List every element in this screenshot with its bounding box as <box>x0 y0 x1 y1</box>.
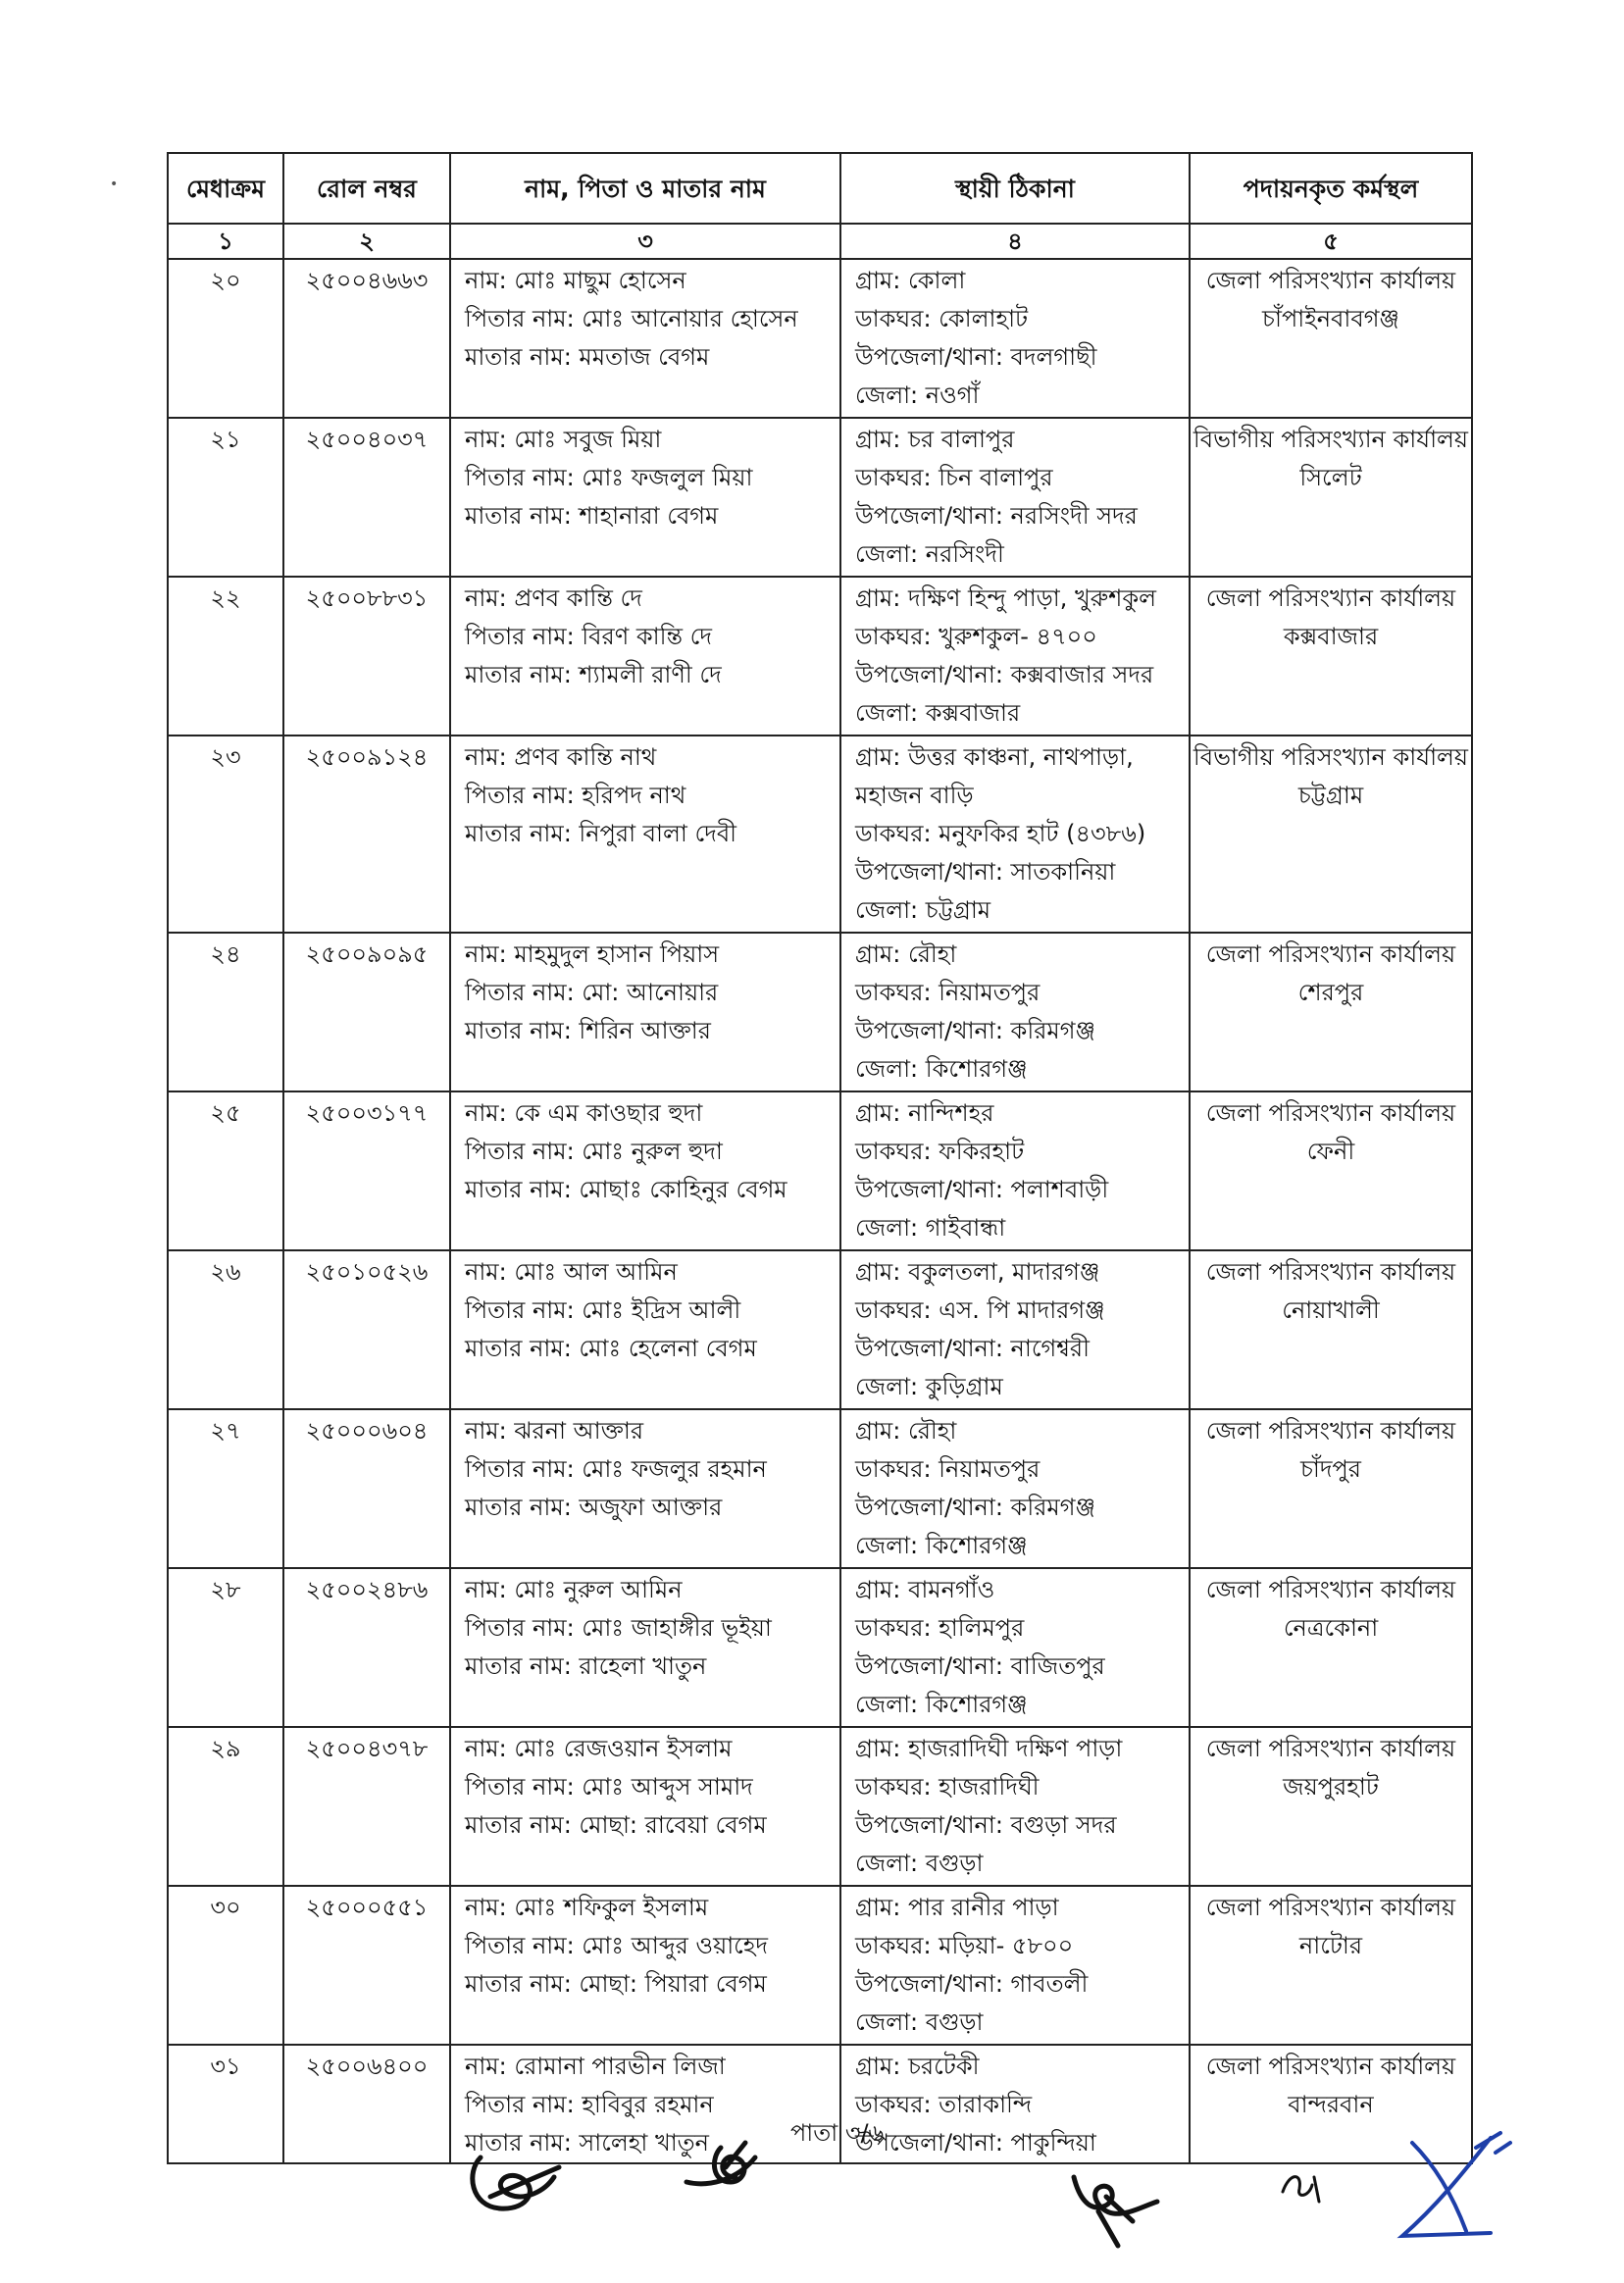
posting-location: চট্টগ্রাম <box>1297 782 1364 809</box>
address-line: ডাকঘর: হাজরাদিঘী <box>855 1773 1040 1801</box>
father-name: পিতার নাম: মোঃ নুরুল হুদা <box>465 1138 723 1165</box>
address-cell <box>840 418 1190 577</box>
roll-cell: ২৫০০০৫৫১ <box>283 1886 450 2045</box>
address-line: জেলা: বগুড়া <box>855 1850 984 1877</box>
column-number: ৩ <box>450 224 840 259</box>
posting-office: জেলা পরিসংখ্যান কার্যালয় <box>1205 940 1456 968</box>
posting-office: জেলা পরিসংখ্যান কার্যালয় <box>1205 1099 1456 1127</box>
candidate-name: নাম: রোমানা পারভীন লিজা <box>465 2053 726 2080</box>
name-cell <box>450 736 840 933</box>
address-line: গ্রাম: বকুলতলা, মাদারগঞ্জ <box>855 1258 1100 1286</box>
roll-cell: ২৫০০৪৬৬৩ <box>283 259 450 418</box>
address-line: গ্রাম: চর বালাপুর <box>855 426 1015 453</box>
roll-cell: ২৫০০০৬০৪ <box>283 1409 450 1568</box>
serial-cell: ২০ <box>168 259 283 418</box>
posting-office: জেলা পরিসংখ্যান কার্যালয় <box>1205 1735 1456 1762</box>
roll-cell: ২৫০০৮৮৩১ <box>283 577 450 736</box>
serial-cell: ২১ <box>168 418 283 577</box>
posting-location: সিলেট <box>1299 464 1362 491</box>
address-cell <box>840 1727 1190 1886</box>
address-line: উপজেলা/থানা: নরসিংদী সদর <box>855 502 1138 530</box>
candidate-name: নাম: মোঃ রেজওয়ান ইসলাম <box>465 1735 733 1762</box>
address-cell <box>840 1886 1190 2045</box>
address-line: গ্রাম: নান্দিশহর <box>855 1099 994 1127</box>
signature-mark-2 <box>677 2128 785 2207</box>
serial-cell: ২৩ <box>168 736 283 933</box>
posting-office: জেলা পরিসংখ্যান কার্যালয় <box>1205 1894 1456 1921</box>
address-line: উপজেলা/থানা: পলাশবাড়ী <box>855 1176 1109 1203</box>
address-line: ডাকঘর: এস. পি মাদারগঞ্জ <box>855 1296 1105 1324</box>
address-line: গ্রাম: চরটেকী <box>855 2053 980 2080</box>
table-row <box>168 1886 1472 2045</box>
posting-cell <box>1190 1409 1472 1568</box>
serial-cell: ৩০ <box>168 1886 283 2045</box>
roll-cell: ২৫০০৬৪০০ <box>283 2045 450 2163</box>
page-number: পাতা ৩/৬ <box>790 2119 885 2147</box>
column-number-row <box>168 224 1472 259</box>
roll-cell: ২৫০০৯১২৪ <box>283 736 450 933</box>
address-line: উপজেলা/থানা: কক্সবাজার সদর <box>855 661 1154 688</box>
mother-name: মাতার নাম: সালেহা খাতুন <box>465 2129 710 2156</box>
address-line: জেলা: কক্সবাজার <box>855 699 1021 727</box>
address-line: ডাকঘর: তারাকান্দি <box>855 2091 1033 2118</box>
address-line: ডাকঘর: হালিমপুর <box>855 1614 1025 1642</box>
address-cell <box>840 1568 1190 1727</box>
posting-office: জেলা পরিসংখ্যান কার্যালয় <box>1205 1258 1456 1286</box>
father-name: পিতার নাম: মোঃ আনোয়ার হোসেন <box>465 305 798 332</box>
mother-name: মাতার নাম: নিপুরা বালা দেবী <box>465 820 737 847</box>
posting-cell <box>1190 1727 1472 1886</box>
posting-location: চাঁদপুর <box>1299 1455 1361 1483</box>
serial-cell: ২২ <box>168 577 283 736</box>
posting-cell <box>1190 418 1472 577</box>
address-line: জেলা: গাইবান্ধা <box>855 1214 1006 1242</box>
address-line: উপজেলা/থানা: করিমগঞ্জ <box>855 1494 1095 1521</box>
table-row <box>168 259 1472 418</box>
address-line: জেলা: কুড়িগ্রাম <box>855 1373 1003 1400</box>
name-cell <box>450 1250 840 1409</box>
father-name: পিতার নাম: মোঃ ইদ্রিস আলী <box>465 1296 741 1324</box>
address-line: উপজেলা/থানা: বাজিতপুর <box>855 1652 1105 1680</box>
posting-location: কক্সবাজার <box>1283 623 1379 650</box>
column-number: ৪ <box>840 224 1190 259</box>
father-name: পিতার নাম: বিরণ কান্তি দে <box>465 623 712 650</box>
address-line: উপজেলা/থানা: পাকুন্দিয়া <box>855 2129 1096 2156</box>
father-name: পিতার নাম: মোঃ ফজলুর রহমান <box>465 1455 767 1483</box>
posting-location: চাঁপাইনবাবগঞ্জ <box>1262 305 1399 332</box>
address-line: জেলা: নওগাঁ <box>855 381 980 409</box>
candidate-name: নাম: ঝরনা আক্তার <box>465 1417 644 1445</box>
posting-cell <box>1190 1568 1472 1727</box>
address-line: গ্রাম: কোলা <box>855 267 966 294</box>
name-cell <box>450 1409 840 1568</box>
posting-cell <box>1190 1886 1472 2045</box>
address-line: উপজেলা/থানা: করিমগঞ্জ <box>855 1017 1095 1044</box>
address-line: ডাকঘর: খুরুশকুল- ৪৭০০ <box>855 623 1097 650</box>
posting-cell <box>1190 933 1472 1091</box>
serial-cell: ৩১ <box>168 2045 283 2163</box>
posting-office: জেলা পরিসংখ্যান কার্যালয় <box>1205 1417 1456 1445</box>
column-number: ৫ <box>1190 224 1472 259</box>
name-cell <box>450 577 840 736</box>
serial-cell: ২৯ <box>168 1727 283 1886</box>
candidate-name: নাম: মোঃ শফিকুল ইসলাম <box>465 1894 709 1921</box>
header-name: নাম, পিতা ও মাতার নাম <box>450 153 840 224</box>
roll-cell: ২৫০০৩১৭৭ <box>283 1091 450 1250</box>
column-number: ২ <box>283 224 450 259</box>
mother-name: মাতার নাম: মমতাজ বেগম <box>465 343 710 371</box>
posting-office: বিভাগীয় পরিসংখ্যান কার্যালয় <box>1193 743 1469 771</box>
father-name: পিতার নাম: মো: আনোয়ার <box>465 979 719 1006</box>
address-line: জেলা: কিশোরগঞ্জ <box>855 1532 1028 1559</box>
address-line: জেলা: চট্টগ্রাম <box>855 896 991 924</box>
posting-location: নোয়াখালী <box>1282 1296 1380 1324</box>
table-row <box>168 1568 1472 1727</box>
roll-cell: ২৫০১০৫২৬ <box>283 1250 450 1409</box>
address-line: উপজেলা/থানা: সাতকানিয়া <box>855 858 1116 886</box>
serial-cell: ২৫ <box>168 1091 283 1250</box>
posting-location: নেত্রকোনা <box>1283 1614 1379 1642</box>
candidate-name: নাম: মোঃ নুরুল আমিন <box>465 1576 683 1603</box>
address-cell <box>840 577 1190 736</box>
merit-list-table <box>167 152 1473 2164</box>
address-cell <box>840 1091 1190 1250</box>
mother-name: মাতার নাম: শ্যামলী রাণী দে <box>465 661 722 688</box>
address-line: গ্রাম: বামনগাঁও <box>855 1576 995 1603</box>
table-row <box>168 736 1472 933</box>
header-roll: রোল নম্বর <box>283 153 450 224</box>
address-cell <box>840 259 1190 418</box>
roll-cell: ২৫০০৯০৯৫ <box>283 933 450 1091</box>
posting-location: জয়পুরহাট <box>1283 1773 1379 1801</box>
mother-name: মাতার নাম: মোছাঃ কোহিনুর বেগম <box>465 1176 787 1203</box>
address-line: জেলা: কিশোরগঞ্জ <box>855 1055 1028 1083</box>
address-line: উপজেলা/থানা: বগুড়া সদর <box>855 1811 1117 1839</box>
address-line: ডাকঘর: কোলাহাট <box>855 305 1029 332</box>
address-line: মহাজন বাড়ি <box>855 782 974 809</box>
mother-name: মাতার নাম: শিরিন আক্তার <box>465 1017 711 1044</box>
address-line: উপজেলা/থানা: বদলগাছী <box>855 343 1097 371</box>
table-row <box>168 1727 1472 1886</box>
serial-cell: ২৭ <box>168 1409 283 1568</box>
table-row <box>168 1250 1472 1409</box>
roll-cell: ২৫০০৪৩৭৮ <box>283 1727 450 1886</box>
address-line: গ্রাম: রৌহা <box>855 1417 957 1445</box>
name-cell <box>450 1568 840 1727</box>
header-posting: পদায়নকৃত কর্মস্থল <box>1190 153 1472 224</box>
address-line: জেলা: বগুড়া <box>855 2008 984 2036</box>
table-row <box>168 577 1472 736</box>
serial-cell: ২৮ <box>168 1568 283 1727</box>
column-number: ১ <box>168 224 283 259</box>
signature-mark-3 <box>1059 2153 1167 2251</box>
header-address: স্থায়ী ঠিকানা <box>840 153 1190 224</box>
address-line: উপজেলা/থানা: নাগেশ্বরী <box>855 1335 1090 1362</box>
table-row <box>168 1091 1472 1250</box>
name-cell <box>450 259 840 418</box>
mother-name: মাতার নাম: মোছা: রাবেয়া বেগম <box>465 1811 767 1839</box>
posting-location: ফেনী <box>1306 1138 1355 1165</box>
father-name: পিতার নাম: মোঃ আব্দুস সামাদ <box>465 1773 753 1801</box>
address-line: গ্রাম: রৌহা <box>855 940 957 968</box>
candidate-name: নাম: কে এম কাওছার হুদা <box>465 1099 703 1127</box>
initials-mark <box>1275 2157 1334 2207</box>
serial-cell: ২৬ <box>168 1250 283 1409</box>
father-name: পিতার নাম: মোঃ জাহাঙ্গীর ভূইয়া <box>465 1614 772 1642</box>
posting-cell <box>1190 736 1472 933</box>
posting-office: জেলা পরিসংখ্যান কার্যালয় <box>1205 267 1456 294</box>
father-name: পিতার নাম: হাবিবুর রহমান <box>465 2091 714 2118</box>
address-cell <box>840 1250 1190 1409</box>
posting-cell <box>1190 1250 1472 1409</box>
father-name: পিতার নাম: হরিপদ নাথ <box>465 782 686 809</box>
address-line: ডাকঘর: নিয়ামতপুর <box>855 979 1040 1006</box>
table-row <box>168 933 1472 1091</box>
roll-cell: ২৫০০২৪৮৬ <box>283 1568 450 1727</box>
address-line: জেলা: নরসিংদী <box>855 540 1004 568</box>
posting-office: জেলা পরিসংখ্যান কার্যালয় <box>1205 584 1456 612</box>
address-line: গ্রাম: হাজরাদিঘী দক্ষিণ পাড়া <box>855 1735 1123 1762</box>
name-cell <box>450 1727 840 1886</box>
mother-name: মাতার নাম: মোঃ হেলেনা বেগম <box>465 1335 757 1362</box>
header-serial: মেধাক্রম <box>168 153 283 224</box>
candidate-name: নাম: প্রণব কান্তি দে <box>465 584 642 612</box>
address-line: গ্রাম: পার রানীর পাড়া <box>855 1894 1059 1921</box>
mother-name: মাতার নাম: মোছা: পিয়ারা বেগম <box>465 1970 767 1998</box>
mother-name: মাতার নাম: শাহানারা বেগম <box>465 502 719 530</box>
merit-list-table-wrapper <box>167 152 1471 2164</box>
posting-office: জেলা পরিসংখ্যান কার্যালয় <box>1205 1576 1456 1603</box>
mother-name: মাতার নাম: অজুফা আক্তার <box>465 1494 723 1521</box>
candidate-name: নাম: মোঃ সবুজ মিয়া <box>465 426 662 453</box>
candidate-name: নাম: মাহমুদুল হাসান পিয়াস <box>465 940 720 968</box>
table-row <box>168 418 1472 577</box>
roll-cell: ২৫০০৪০৩৭ <box>283 418 450 577</box>
address-line: ডাকঘর: মড়িয়া- ৫৮০০ <box>855 1932 1074 1959</box>
posting-location: বান্দরবান <box>1288 2091 1374 2118</box>
header-row <box>168 153 1472 224</box>
address-line: ডাকঘর: চিন বালাপুর <box>855 464 1053 491</box>
table-row <box>168 1409 1472 1568</box>
address-line: উপজেলা/থানা: গাবতলী <box>855 1970 1089 1998</box>
name-cell <box>450 1091 840 1250</box>
address-line: গ্রাম: উত্তর কাঞ্চনা, নাথপাড়া, <box>855 743 1134 771</box>
address-line: ডাকঘর: ফকিরহাট <box>855 1138 1025 1165</box>
father-name: পিতার নাম: মোঃ ফজলুল মিয়া <box>465 464 753 491</box>
posting-office: বিভাগীয় পরিসংখ্যান কার্যালয় <box>1193 426 1469 453</box>
father-name: পিতার নাম: মোঃ আব্দুর ওয়াহেদ <box>465 1932 769 1959</box>
candidate-name: নাম: প্রণব কান্তি নাথ <box>465 743 657 771</box>
address-line: ডাকঘর: মনুফকির হাট (৪৩৮৬) <box>855 820 1146 847</box>
posting-location: নাটোর <box>1298 1932 1363 1959</box>
serial-cell: ২৪ <box>168 933 283 1091</box>
mother-name: মাতার নাম: রাহেলা খাতুন <box>465 1652 707 1680</box>
posting-location: শেরপুর <box>1297 979 1364 1006</box>
blue-signature-mark <box>1383 2123 1520 2251</box>
posting-cell <box>1190 1091 1472 1250</box>
address-line: গ্রাম: দক্ষিণ হিন্দু পাড়া, খুরুশকুল <box>855 584 1157 612</box>
posting-cell <box>1190 259 1472 418</box>
address-cell <box>840 1409 1190 1568</box>
address-line: জেলা: কিশোরগঞ্জ <box>855 1691 1028 1718</box>
name-cell <box>450 1886 840 2045</box>
posting-cell <box>1190 577 1472 736</box>
scan-mark: • <box>110 177 119 192</box>
posting-office: জেলা পরিসংখ্যান কার্যালয় <box>1205 2053 1456 2080</box>
name-cell <box>450 418 840 577</box>
address-cell <box>840 933 1190 1091</box>
name-cell <box>450 933 840 1091</box>
candidate-name: নাম: মোঃ আল আমিন <box>465 1258 678 1286</box>
candidate-name: নাম: মোঃ মাছুম হোসেন <box>465 267 686 294</box>
address-cell <box>840 736 1190 933</box>
signature-mark-1 <box>461 2138 579 2226</box>
address-line: ডাকঘর: নিয়ামতপুর <box>855 1455 1040 1483</box>
address-cell <box>840 2045 1190 2163</box>
